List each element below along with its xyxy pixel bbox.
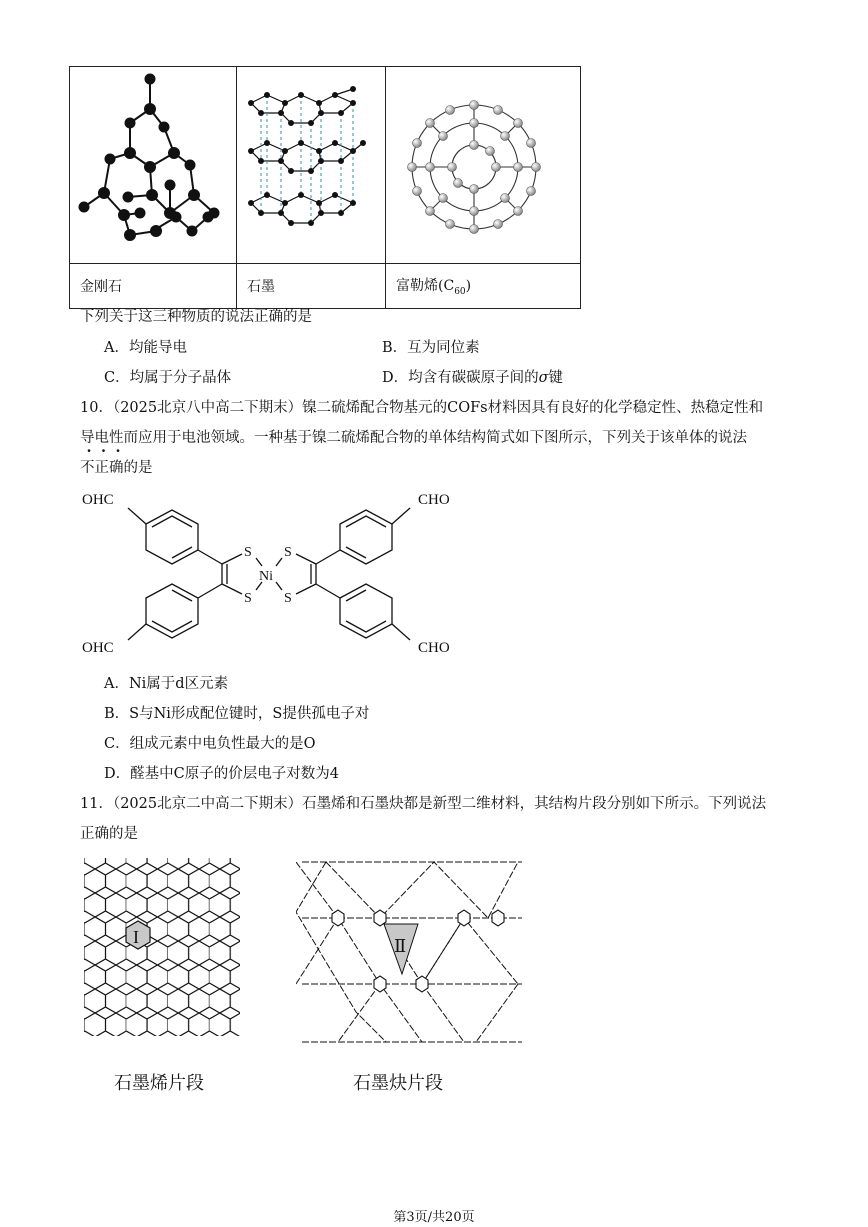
sulfur-label: S [284, 591, 292, 606]
q9-option-d[interactable]: D．均含有碳碳原子间的σ键 [382, 370, 564, 386]
q10-stem-line2: 导电性而应用于电池领域。一种基于镍二硫烯配合物的单体结构简式如下图所示，下列关于该单体的说法 [80, 430, 747, 446]
q11-stem-line1: 11．（2025北京二中高二下期末）石墨烯和石墨炔都是新型二维材料，其结构片段分别如下所示。下列说法 [80, 796, 767, 812]
region-ii-label: Ⅱ [394, 936, 407, 956]
emphasis-text: 不正确 [80, 460, 124, 476]
sulfur-label: S [244, 591, 252, 606]
diamond-caption: 金刚石 [70, 264, 237, 309]
q10-option-d[interactable]: D．醛基中C原子的价层电子对数为4 [104, 766, 339, 782]
cho-label-bottom: CHO [418, 640, 450, 656]
q10-stem-line3: 不正确的是 [80, 460, 153, 476]
fullerene-caption: 富勒烯$(C_{60})$ [386, 264, 581, 309]
allotrope-table [69, 66, 581, 309]
graphyne-label: 石墨炔片段 [353, 1073, 443, 1094]
q10-option-b[interactable]: B．S与Ni形成配位键时，S提供孤电子对 [104, 706, 370, 722]
diamond-structure-icon [70, 67, 236, 259]
cho-label-top: CHO [418, 492, 450, 508]
q9-option-a[interactable]: A．均能导电 [104, 340, 187, 356]
q10-option-c[interactable]: C．组成元素中电负性最大的是O [104, 736, 316, 752]
fullerene-structure-icon [386, 67, 580, 259]
graphite-cell [237, 67, 386, 264]
graphyne-fragment [296, 852, 528, 1052]
nickel-label: Ni [259, 569, 273, 584]
ohc-label-top: OHC [82, 492, 114, 508]
region-i-label: I [133, 927, 139, 947]
sulfur-label: S [244, 545, 252, 560]
graphite-structure-icon [237, 67, 385, 259]
ohc-label-bottom: OHC [82, 640, 114, 656]
graphene-fragment [84, 858, 240, 1036]
graphene-label: 石墨烯片段 [114, 1073, 204, 1094]
page-number: 第3页/共20页 [393, 1210, 475, 1225]
sulfur-label: S [284, 545, 292, 560]
q11-stem-line2: 正确的是 [80, 826, 138, 842]
q9-option-b[interactable]: B．互为同位素 [382, 340, 480, 356]
fullerene-cell [386, 67, 581, 264]
q9-stem: 下列关于这三种物质的说法正确的是 [80, 309, 312, 325]
q10-option-a[interactable]: A．Ni属于d区元素 [104, 676, 229, 692]
q9-option-c[interactable]: C．均属于分子晶体 [104, 370, 232, 386]
graphite-caption: 石墨 [237, 264, 386, 309]
nickel-dithiolene-structure [70, 484, 470, 664]
diamond-cell [70, 67, 237, 264]
q10-stem-line1: 10．（2025北京八中高二下期末）镍二硫烯配合物基元的COFs材料因具有良好的化学稳定性、热稳定性和 [80, 400, 764, 416]
